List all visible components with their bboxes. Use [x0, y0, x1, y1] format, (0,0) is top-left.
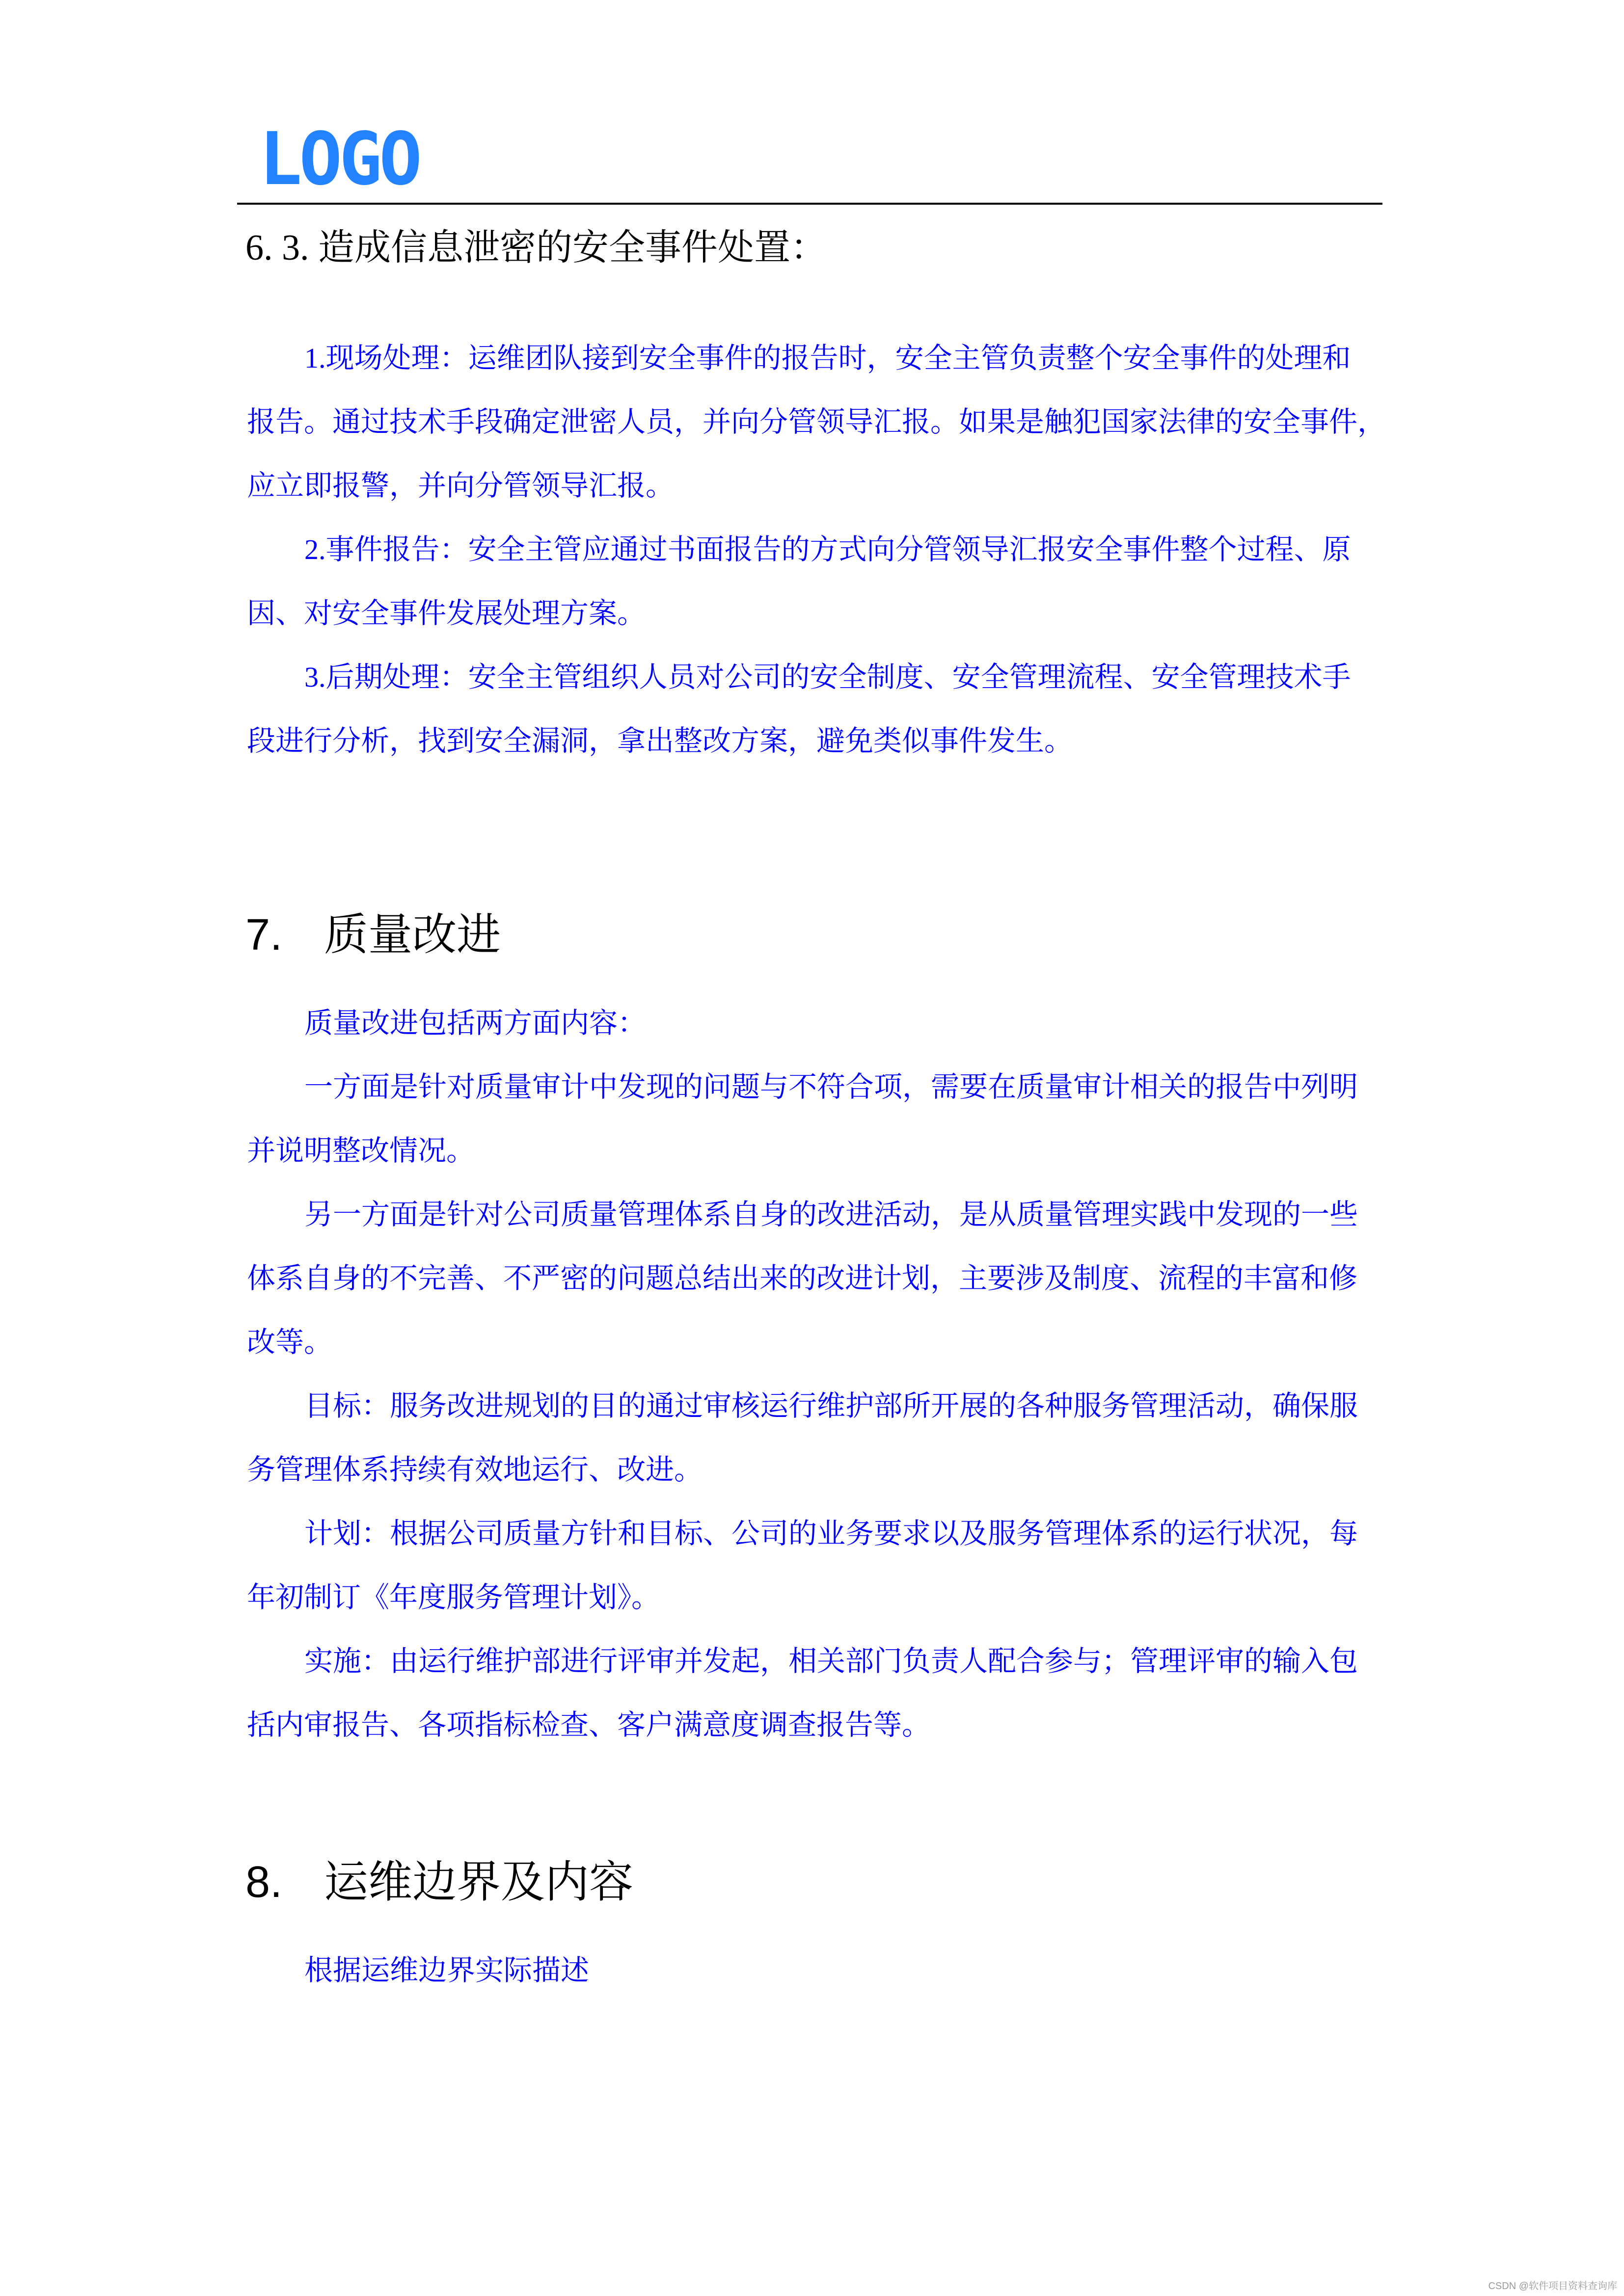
paragraph-line: 报告。通过技术手段确定泄密人员，并向分管领导汇报。如果是触犯国家法律的安全事件， — [247, 406, 1386, 438]
section-6-3-heading: 6. 3. 造成信息泄密的安全事件处置： — [245, 228, 827, 268]
paragraph-line: 3.后期处理：安全主管组织人员对公司的安全制度、安全管理流程、安全管理技术手 — [304, 661, 1351, 693]
section-7-heading — [245, 908, 501, 962]
section-8-heading — [245, 1855, 633, 1909]
section-number: 8. — [245, 1858, 283, 1907]
paragraph-line: 因、对安全事件发展处理方案。 — [247, 597, 646, 629]
paragraph-line: 应立即报警，并向分管领导汇报。 — [247, 470, 675, 502]
paragraph-line: 另一方面是针对公司质量管理体系自身的改进活动，是从质量管理实践中发现的一些 — [304, 1199, 1358, 1230]
paragraph-line: 目标：服务改进规划的目的通过审核运行维护部所开展的各种服务管理活动，确保服 — [304, 1390, 1358, 1422]
paragraph-line: 计划：根据公司质量方针和目标、公司的业务要求以及服务管理体系的运行状况，每 — [304, 1518, 1358, 1549]
company-logo: LOGO — [259, 117, 419, 201]
paragraph-line: 一方面是针对质量审计中发现的问题与不符合项，需要在质量审计相关的报告中列明 — [304, 1071, 1358, 1103]
section-title: 运维边界及内容 — [324, 1858, 633, 1907]
paragraph-line: 段进行分析，找到安全漏洞，拿出整改方案，避免类似事件发生。 — [247, 725, 1073, 757]
paragraph-line: 1.现场处理：运维团队接到安全事件的报告时，安全主管负责整个安全事件的处理和 — [304, 342, 1351, 374]
paragraph-line: 根据运维边界实际描述 — [304, 1954, 590, 1986]
paragraph-line: 2.事件报告：安全主管应通过书面报告的方式向分管领导汇报安全事件整个过程、原 — [304, 534, 1351, 565]
section-title: 质量改进 — [324, 910, 501, 960]
paragraph-line: 质量改进包括两方面内容： — [304, 1007, 647, 1039]
paragraph-line: 体系自身的不完善、不严密的问题总结出来的改进计划，主要涉及制度、流程的丰富和修 — [247, 1262, 1358, 1294]
section-number: 7. — [245, 910, 283, 960]
paragraph-line: 实施：由运行维护部进行评审并发起，相关部门负责人配合参与；管理评审的输入包 — [304, 1645, 1358, 1677]
header-divider — [237, 203, 1382, 205]
source-watermark: CSDN @软件项目资料查询库 — [1488, 2281, 1617, 2292]
paragraph-line: 改等。 — [247, 1326, 333, 1358]
paragraph-line: 年初制订《年度服务管理计划》。 — [247, 1581, 660, 1613]
paragraph-line: 括内审报告、各项指标检查、客户满意度调查报告等。 — [247, 1709, 931, 1741]
paragraph-line: 并说明整改情况。 — [247, 1135, 475, 1167]
paragraph-line: 务管理体系持续有效地运行、改进。 — [247, 1454, 703, 1486]
